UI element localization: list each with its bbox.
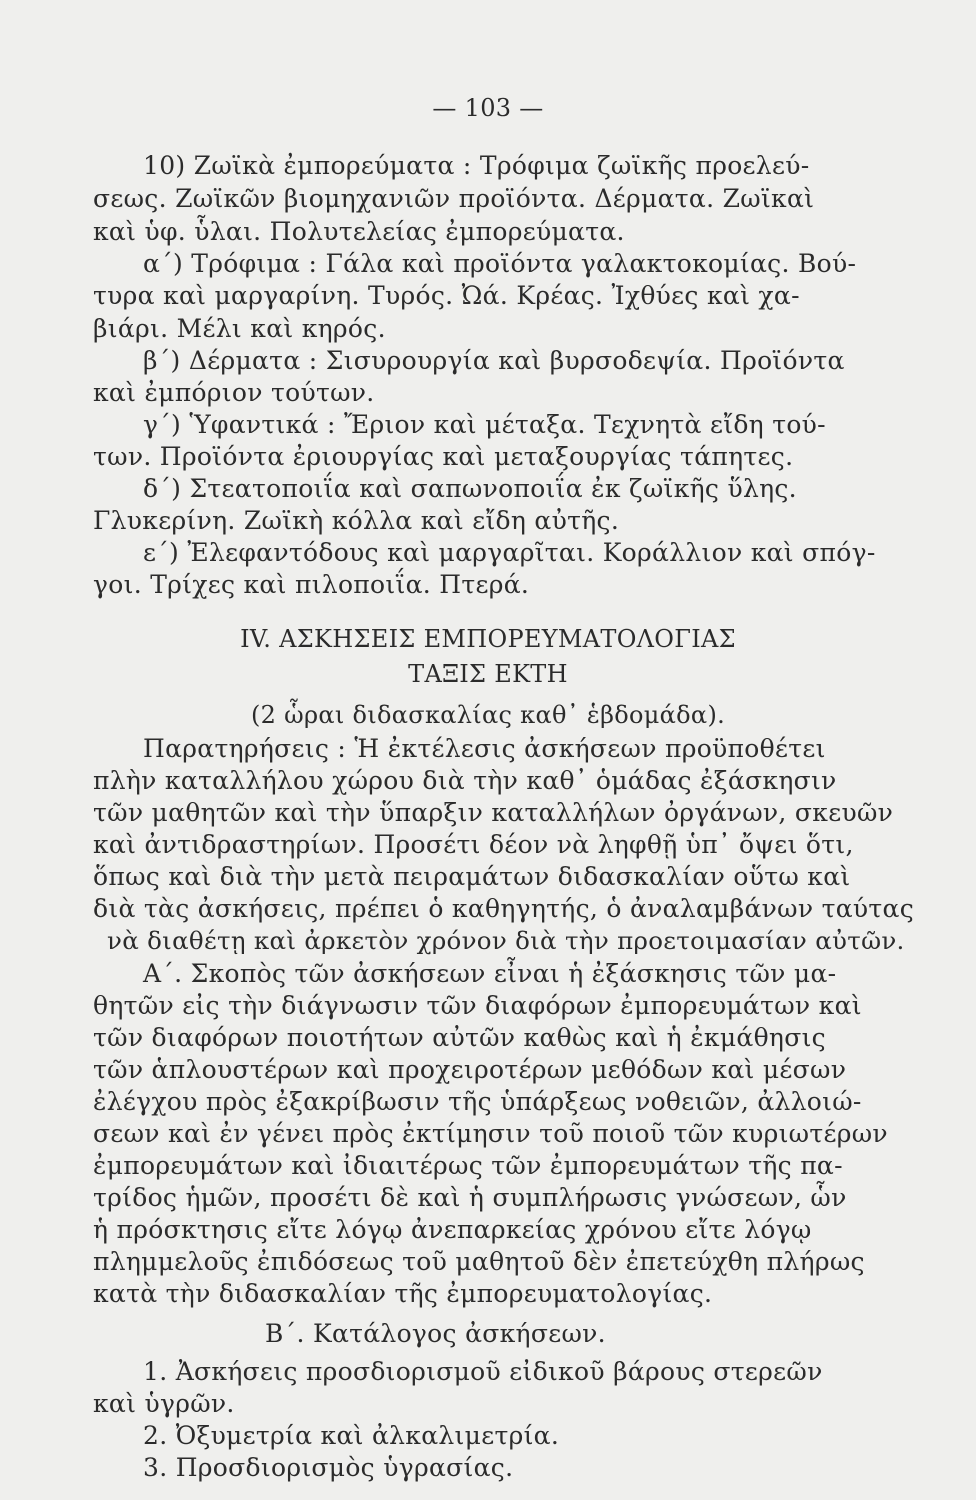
text-line: διὰ τὰς ἀσκήσεις, πρέπει ὁ καθηγητής, ὁ ἀναλαμβάνων ταύτας (93, 894, 915, 923)
text-line: των. Προϊόντα ἐριουργίας καὶ μεταξουργίας τάπητες. (93, 442, 794, 471)
text-line: πλημμελοῦς ἐπιδόσεως τοῦ μαθητοῦ δὲν ἐπετεύχθη πλήρως (93, 1247, 865, 1276)
text-line: σεως. Ζωϊκῶν βιομηχανιῶν προϊόντα. Δέρματα. Ζωϊκαὶ (93, 184, 815, 213)
text-line: ἡ πρόσκτησις εἴτε λόγῳ ἀνεπαρκείας χρόνου εἴτε λόγῳ (93, 1215, 812, 1244)
text-line: β΄) Δέρματα : Σισυρουργία καὶ βυρσοδεψία. Προϊόντα (143, 346, 845, 375)
text-line: καὶ ὑφ. ὗλαι. Πολυτελείας ἐμπορεύματα. (93, 217, 625, 246)
text-line: τῶν μαθητῶν καὶ τὴν ὕπαρξιν καταλλήλων ὀργάνων, σκευῶν (93, 798, 894, 827)
text-line: βιάρι. Μέλι καὶ κηρός. (93, 314, 386, 343)
text-line: Παρατηρήσεις : Ἡ ἐκτέλεσις ἀσκήσεων προϋποθέτει (143, 734, 826, 763)
section-heading: IV. ΑΣΚΗΣΕΙΣ ΕΜΠΟΡΕΥΜΑΤΟΛΟΓΙΑΣ (240, 625, 736, 653)
text-line: τῶν ἁπλουστέρων καὶ προχειροτέρων μεθόδων καὶ μέσων (93, 1055, 847, 1084)
text-line: δ΄) Στεατοποιΐα καὶ σαπωνοποιΐα ἐκ ζωϊκῆς ὕλης. (143, 474, 797, 503)
list-item: 2. Ὀξυμετρία καὶ ἀλκαλιμετρία. (143, 1421, 560, 1450)
text-line: ἐμπορευμάτων καὶ ἰδιαιτέρως τῶν ἐμπορευμάτων τῆς πα- (93, 1151, 843, 1180)
text-line: γοι. Τρίχες καὶ πιλοποιΐα. Πτερά. (93, 570, 530, 599)
text-line: Α΄. Σκοπὸς τῶν ἀσκήσεων εἶναι ἡ ἐξάσκησις τῶν μα- (143, 959, 837, 988)
text-line: ε΄) Ἐλεφαντόδους καὶ μαργαρῖται. Κοράλλιον καὶ σπόγ- (143, 538, 876, 567)
list-item: 1. Ἀσκήσεις προσδιορισμοῦ εἰδικοῦ βάρους στερεῶν (143, 1357, 823, 1386)
page-number: — 103 — (432, 94, 544, 122)
text-line: τυρα καὶ μαργαρίνη. Τυρός. Ὠά. Κρέας. Ἰχθύες καὶ χα- (93, 281, 800, 310)
text-line: τῶν διαφόρων ποιοτήτων αὐτῶν καθὼς καὶ ἡ ἐκμάθησις (93, 1023, 826, 1052)
text-line: καὶ ἐμπόριον τούτων. (93, 378, 375, 407)
subsection-title: Β΄. Κατάλογος ἀσκήσεων. (265, 1319, 606, 1348)
text-line: ὅπως καὶ διὰ τὴν μετὰ πειραμάτων διδασκαλίαν οὕτω καὶ (93, 862, 851, 891)
text-line: κατὰ τὴν διδασκαλίαν τῆς ἐμπορευματολογίας. (93, 1279, 713, 1308)
text-line: α΄) Τρόφιμα : Γάλα καὶ προϊόντα γαλακτοκομίας. Βού- (143, 249, 857, 278)
text-line: πλὴν καταλλήλου χώρου διὰ τὴν καθ᾽ ὁμάδας ἐξάσκησιν (93, 766, 837, 795)
list-item: καὶ ὑγρῶν. (93, 1389, 235, 1418)
text-line: Γλυκερίνη. Ζωϊκὴ κόλλα καὶ εἴδη αὐτῆς. (93, 506, 620, 535)
list-item: 3. Προσδιορισμὸς ὑγρασίας. (143, 1453, 514, 1482)
text-line: νὰ διαθέτῃ καὶ ἀρκετὸν χρόνον διὰ τὴν προετοιμασίαν αὐτῶν. (107, 926, 905, 955)
text-line: 10) Ζωϊκὰ ἐμπορεύματα : Τρόφιμα ζωϊκῆς προελεύ- (143, 151, 810, 180)
text-line: τρίδος ἡμῶν, προσέτι δὲ καὶ ἡ συμπλήρωσις γνώσεων, ὧν (93, 1183, 847, 1212)
text-line: σεων καὶ ἐν γένει πρὸς ἐκτίμησιν τοῦ ποιοῦ τῶν κυριωτέρων (93, 1119, 888, 1148)
text-line: γ΄) Ὑφαντικά : Ἔριον καὶ μέταξα. Τεχνητὰ εἴδη τού- (143, 410, 826, 439)
text-line: θητῶν εἰς τὴν διάγνωσιν τῶν διαφόρων ἐμπορευμάτων καὶ (93, 991, 862, 1020)
section-subheading: ΤΑΞΙΣ ΕΚΤΗ (408, 660, 568, 688)
teaching-hours: (2 ὧραι διδασκαλίας καθ᾽ ἑβδομάδα). (250, 701, 726, 729)
text-line: ἐλέγχου πρὸς ἐξακρίβωσιν τῆς ὑπάρξεως νοθειῶν, ἀλλοιώ- (93, 1087, 862, 1116)
text-line: καὶ ἀντιδραστηρίων. Προσέτι δέον νὰ ληφθῇ ὑπ᾽ ὄψει ὅτι, (93, 830, 854, 859)
